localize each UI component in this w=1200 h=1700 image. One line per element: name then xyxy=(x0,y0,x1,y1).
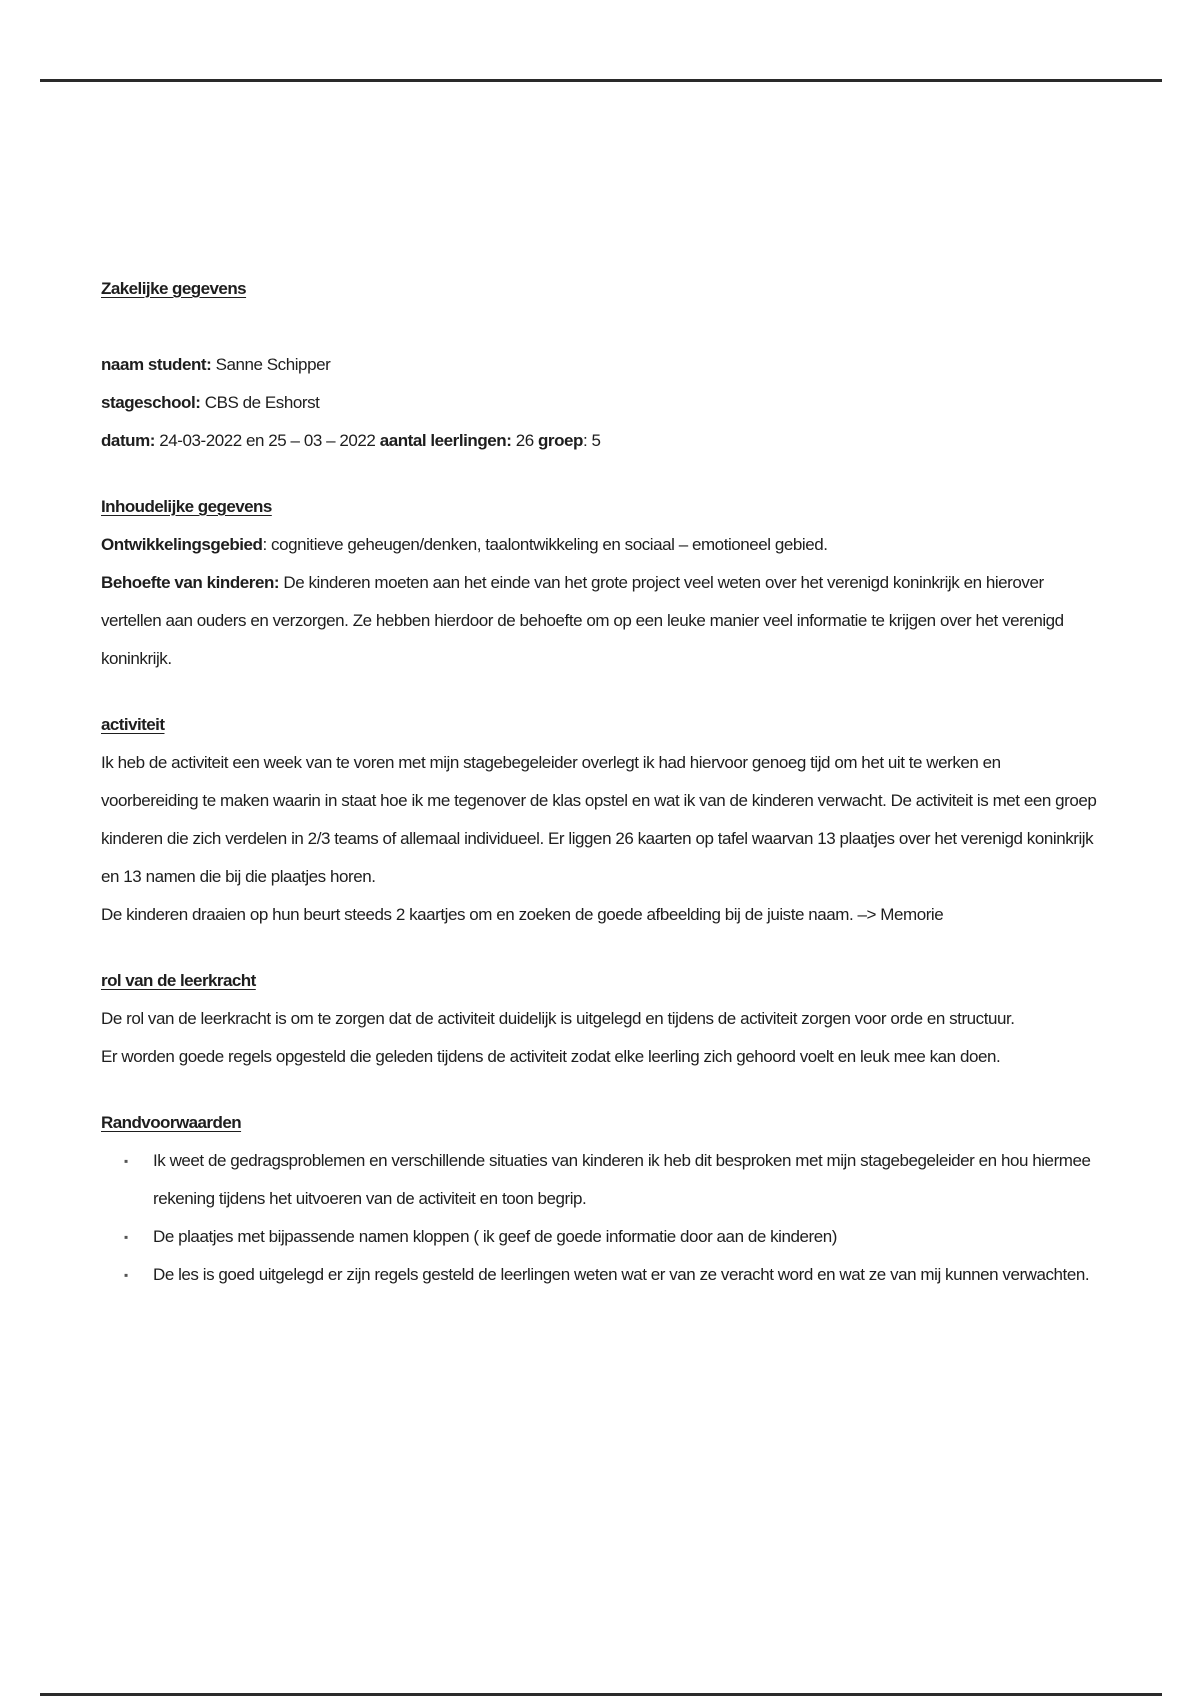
needs-paragraph xyxy=(101,564,1101,678)
section-rol-van-de-leerkracht xyxy=(101,962,1101,1076)
development-area-label: Ontwikkelingsgebied xyxy=(101,535,263,554)
document-body xyxy=(101,270,1101,1294)
teacher-role-paragraph: De rol van de leerkracht is om te zorgen dat de activiteit duidelijk is uitgelegd en tijdens de activiteit zorgen voor orde en structuur. xyxy=(101,1009,1015,1028)
school-value: CBS de Eshorst xyxy=(204,393,320,412)
list-item xyxy=(124,1142,1101,1218)
footer-rule xyxy=(40,1693,1162,1696)
pupils-value: 26 xyxy=(515,431,534,450)
student-name-label: naam student: xyxy=(101,355,212,374)
section-heading: Randvoorwaarden xyxy=(101,1113,242,1132)
group-value: : 5 xyxy=(582,431,601,450)
needs-value: De kinderen moeten aan het einde van het grote project veel weten over het verenigd koninkrijk en hierover vertellen aan ouders en verzorgen. Ze hebben hierdoor de behoefte om op een leuke manier veel informatie te krijgen over het verenigd koninkrijk. xyxy=(101,573,1064,668)
group-label: groep xyxy=(537,431,583,450)
activity-paragraph: Ik heb de activiteit een week van te voren met mijn stagebegeleider overlegt ik had hiervoor genoeg tijd om het uit te werken en voorbereiding te maken waarin in staat hoe ik me tegenover de klas opstel en wat ik van de kinderen verwacht. De activiteit is met een groep kinderen die zich verdelen in 2/3 teams of allemaal individueel. Er liggen 26 kaarten op tafel waarvan 13 plaatjes over het verenigd koninkrijk en 13 namen die bij die plaatjes horen. xyxy=(101,753,1097,886)
list-item-text: De les is goed uitgelegd er zijn regels gesteld de leerlingen weten wat er van ze veracht word en wat ze van mij kunnen verwachten. xyxy=(153,1265,1090,1284)
bullet-icon: ▪ xyxy=(124,1230,128,1244)
student-name-value: Sanne Schipper xyxy=(215,355,331,374)
date-label: datum: xyxy=(101,431,155,450)
development-area-line xyxy=(101,526,1101,564)
list-item-text: Ik weet de gedragsproblemen en verschillende situaties van kinderen ik heb dit besproken met mijn stagebegeleider en hou hiermee rekening tijdens het uitvoeren van de activiteit en toon begrip. xyxy=(153,1151,1091,1208)
pupils-label: aantal leerlingen: xyxy=(379,431,512,450)
section-heading: Zakelijke gegevens xyxy=(101,279,247,298)
section-heading: Inhoudelijke gegevens xyxy=(101,497,272,516)
section-randvoorwaarden xyxy=(101,1104,1101,1294)
section-inhoudelijke-gegevens xyxy=(101,488,1101,678)
section-zakelijke-gegevens xyxy=(101,270,1101,460)
school-line xyxy=(101,384,1101,422)
list-item xyxy=(124,1256,1101,1294)
activity-paragraph-memorie: De kinderen draaien op hun beurt steeds 2 kaartjes om en zoeken de goede afbeelding bij de juiste naam. –> Memorie xyxy=(101,905,944,924)
date-value: 24-03-2022 en 25 – 03 – 2022 xyxy=(159,431,376,450)
list-item xyxy=(124,1218,1101,1256)
school-label: stageschool: xyxy=(101,393,201,412)
needs-label: Behoefte van kinderen: xyxy=(101,573,280,592)
development-area-value: : cognitieve geheugen/denken, taalontwikkeling en sociaal – emotioneel gebied. xyxy=(262,535,828,554)
section-heading: rol van de leerkracht xyxy=(101,971,256,990)
conditions-list xyxy=(101,1142,1101,1294)
bullet-icon: ▪ xyxy=(124,1154,128,1168)
bullet-icon: ▪ xyxy=(124,1268,128,1282)
student-name-line xyxy=(101,346,1101,384)
section-activiteit xyxy=(101,706,1101,934)
teacher-rules-paragraph: Er worden goede regels opgesteld die geleden tijdens de activiteit zodat elke leerling zich gehoord voelt en leuk mee kan doen. xyxy=(101,1047,1001,1066)
list-item-text: De plaatjes met bijpassende namen kloppen ( ik geef de goede informatie door aan de kinderen) xyxy=(153,1227,837,1246)
section-heading: activiteit xyxy=(101,715,165,734)
date-line xyxy=(101,422,1101,460)
header-rule xyxy=(40,79,1162,82)
